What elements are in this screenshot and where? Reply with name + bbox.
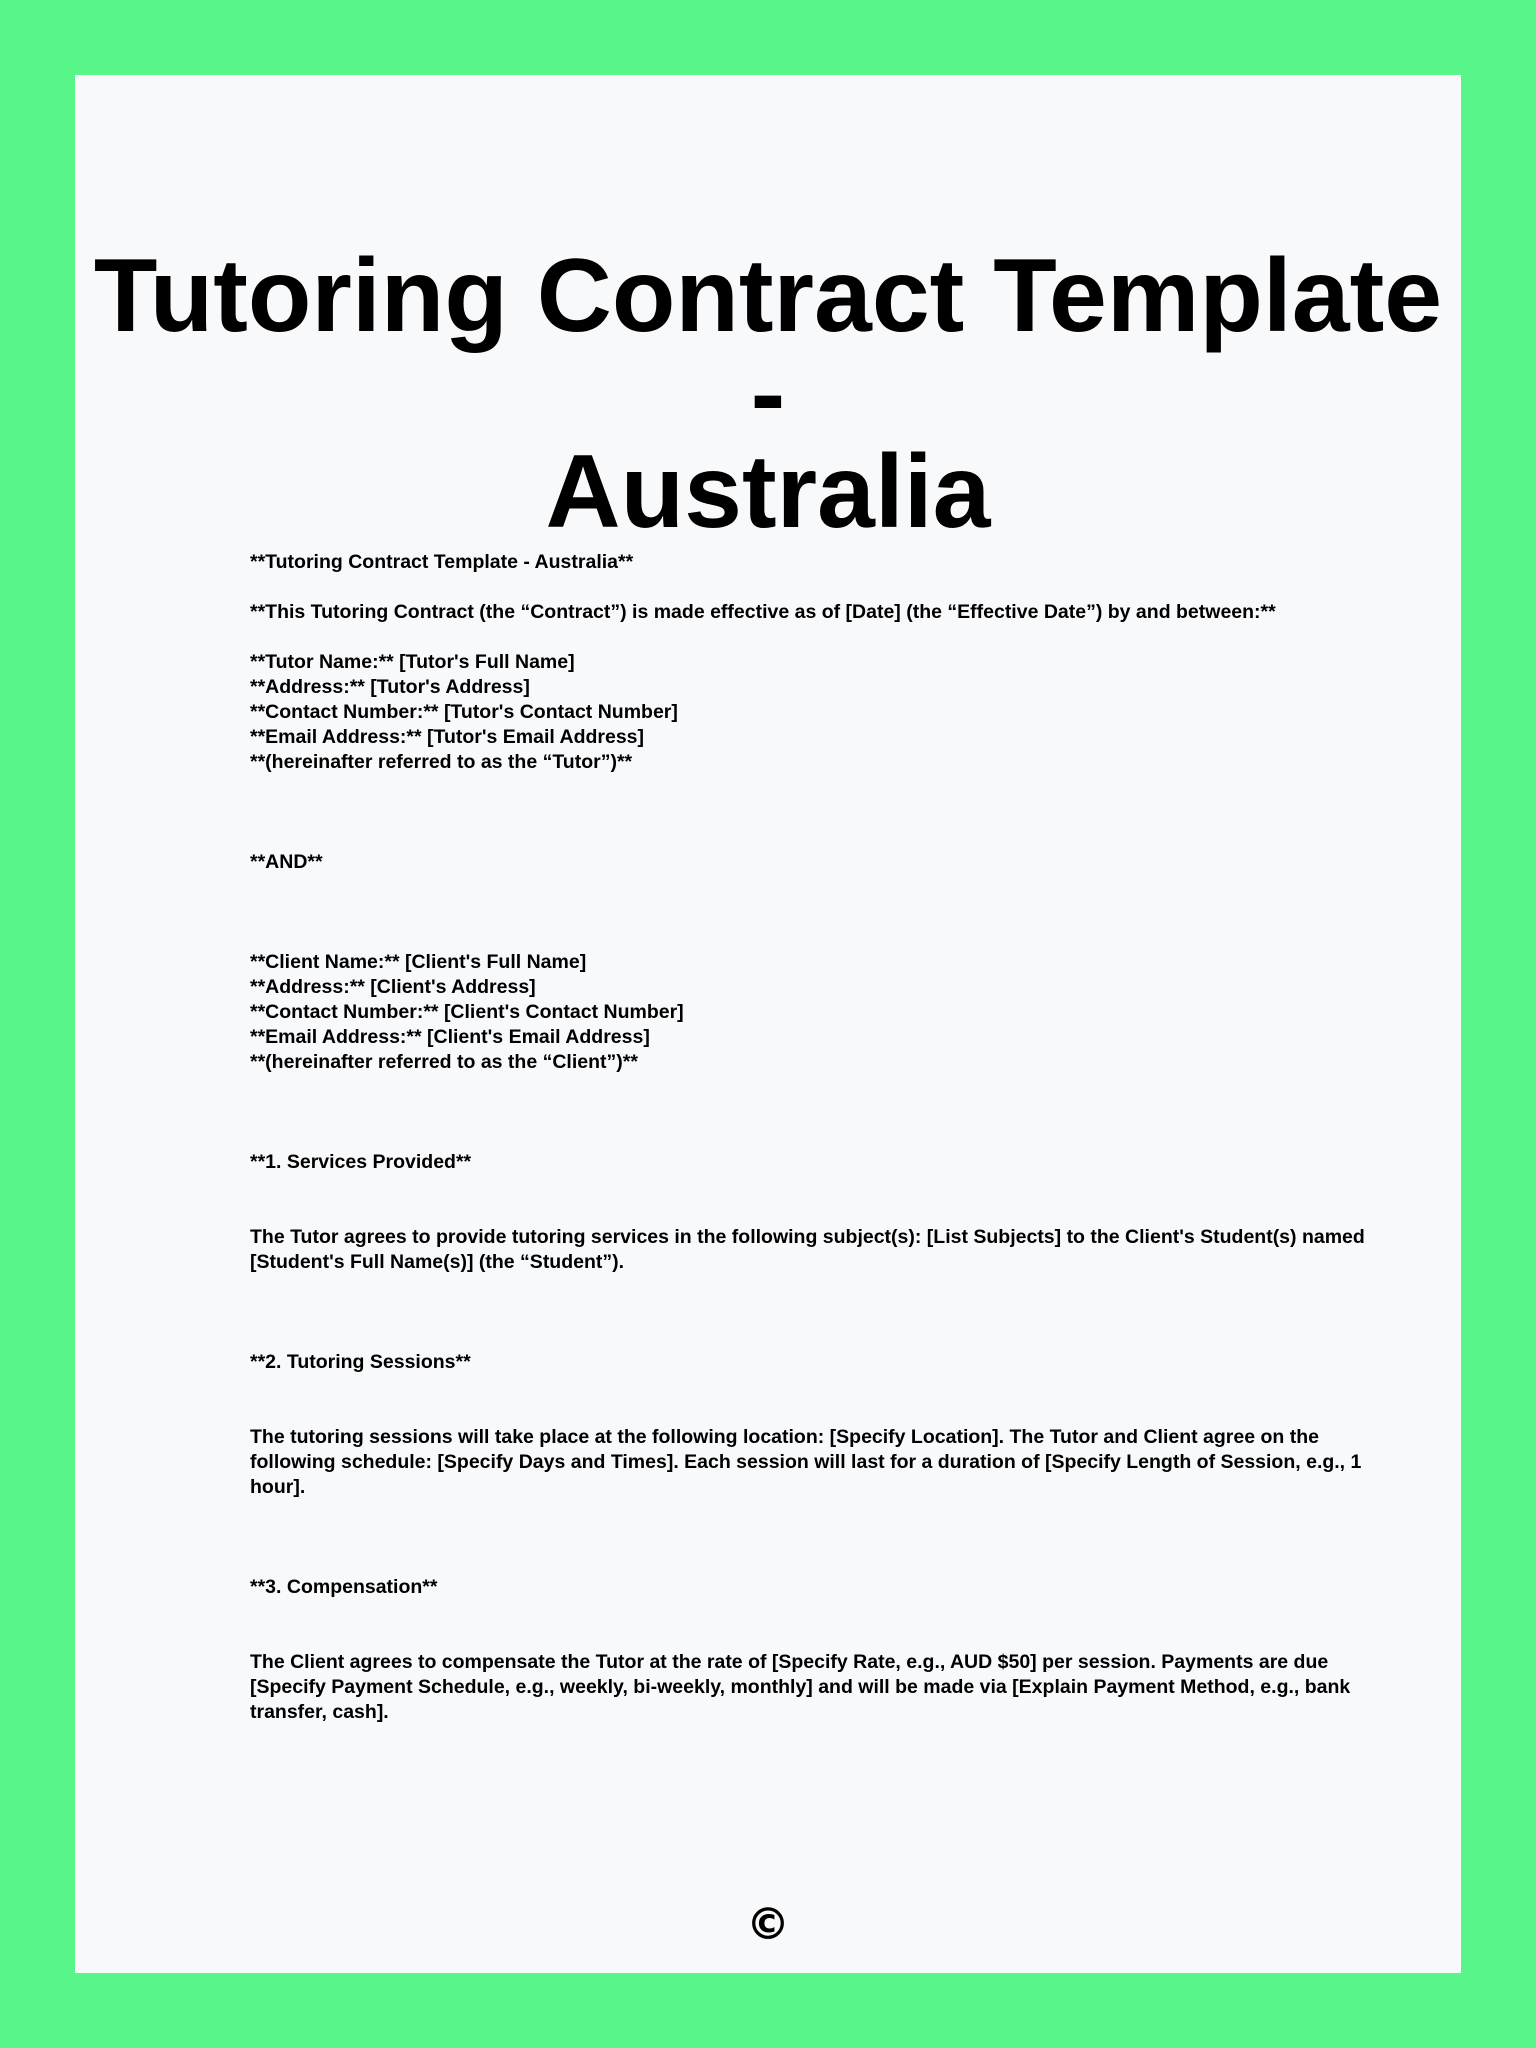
section-1-heading: **1. Services Provided** (250, 1151, 472, 1173)
client-address: **Address:** [Client's Address] (250, 976, 536, 998)
and-separator: **AND** (250, 851, 323, 873)
copyright-symbol: © (746, 1899, 790, 1950)
section-2-heading: **2. Tutoring Sessions** (250, 1351, 471, 1373)
tutor-name: **Tutor Name:** [Tutor's Full Name] (250, 651, 575, 673)
section-2-text: The tutoring sessions will take place at the following location: [Specify Location]. The Tutor and Client agree on the following schedule: [Specify Days and Times]. Each session will last for a duration of [Specify Length of Session, e.g., 1 hour]. (250, 1426, 1362, 1498)
section-1-text: The Tutor agrees to provide tutoring services in the following subject(s): [List Subjects] to the Client's Student(s) named [Student's Full Name(s)] (the “Student”). (250, 1226, 1365, 1273)
client-email: **Email Address:** [Client's Email Address] (250, 1026, 650, 1048)
tutor-details (250, 650, 1370, 775)
client-details (250, 950, 1370, 1075)
tutor-address: **Address:** [Tutor's Address] (250, 676, 530, 698)
section-3-text: The Client agrees to compensate the Tutor at the rate of [Specify Rate, e.g., AUD $50] per session. Payments are due [Specify Payment Schedule, e.g., weekly, bi-weekly, monthly] and will be made via [Explain Payment Method, e.g., bank transfer, cash]. (250, 1651, 1351, 1723)
client-referred: **(hereinafter referred to as the “Client”)** (250, 1051, 638, 1073)
section-3-heading: **3. Compensation** (250, 1576, 438, 1598)
tutor-referred: **(hereinafter referred to as the “Tutor”)** (250, 751, 633, 773)
tutor-contact: **Contact Number:** [Tutor's Contact Number] (250, 701, 678, 723)
client-name: **Client Name:** [Client's Full Name] (250, 951, 587, 973)
title-line-2: Australia (545, 434, 991, 550)
document-heading: **Tutoring Contract Template - Australia** (250, 551, 634, 573)
intro-paragraph: **This Tutoring Contract (the “Contract”) is made effective as of [Date] (the “Effective Date”) by and between:** (250, 601, 1276, 623)
document-body (250, 550, 1370, 1725)
tutor-email: **Email Address:** [Tutor's Email Address] (250, 726, 645, 748)
title-line-1: Tutoring Contract Template - (93, 238, 1443, 452)
document-title (75, 238, 1461, 550)
client-contact: **Contact Number:** [Client's Contact Number] (250, 1001, 684, 1023)
document-page (75, 75, 1461, 1973)
